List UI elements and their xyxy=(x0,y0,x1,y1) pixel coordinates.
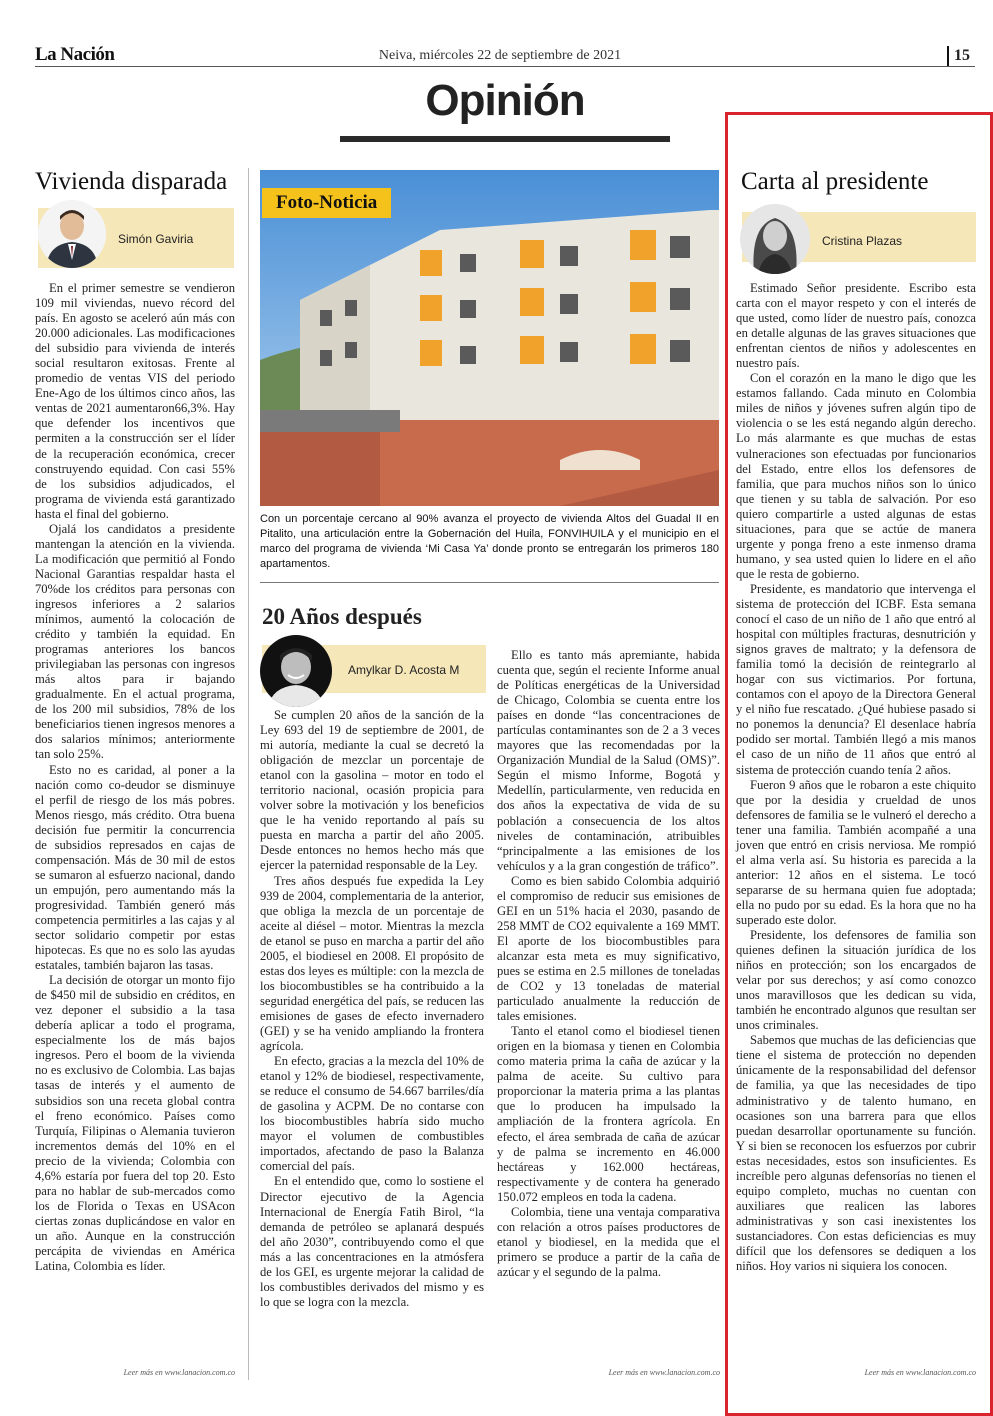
author-name-cristina: Cristina Plazas xyxy=(822,234,903,248)
paragraph: Esto no es caridad, al poner a la nación como co-deudor se disminuye el perfil de riesgo de los más pobres. Menos riesgo, más crédito. Otra buena decisión fue permitir la concurrencia de subsidios represados en cajas de compensación. Más de 30 mil de estos se sumaron al esfuerzo nacional, dando un empujón, pero aumentando más la progresividad. También generó más competencia permitirles a las cajas y al sector solidario competir por estas hipotecas. Es que no es solo las ayudas estatales, también bajaron las tasas. xyxy=(35,762,235,973)
read-more-link[interactable]: Leer más en www.lanacion.com.co xyxy=(864,1368,976,1377)
author-portrait-icon xyxy=(260,635,332,707)
paragraph: Presidente, los defensores de familia son quienes definen la situación jurídica de los niños en protección; son los encargados de velar por sus derechos; y así como conozco unos maravillosos que les dedican su vida, también he encontrado algunos que resultan ser unos criminales. xyxy=(736,928,976,1033)
news-photo xyxy=(260,170,719,506)
read-more-link[interactable]: Leer más en www.lanacion.com.co xyxy=(608,1368,720,1377)
paragraph: Sabemos que muchas de las deficiencias que tiene el sistema de protección no dependen únicamente de la responsabilidad del defensor de familia, ya que las necesidades de tipo administrativo y de talento humano, en ocasiones son una barrera para que ellos puedan desarrollar oportunamente su función. Y si bien se reconocen los esfuerzos por cubrir estas necesidades, estos son insuficientes. Es increíble pero algunas defensorías no tienen el equipo completo, muchas no cuentan con auxiliares que realicen las labores administrativas y son casi inexistentes los sustanciadores. Con estas deficiencias es muy difícil que los defensores se dediquen a los niños. Hoy varios ni siquiera los conocen. xyxy=(736,1033,976,1274)
author-byline-box xyxy=(742,212,976,262)
article-body-vivienda xyxy=(35,281,235,1274)
paragraph: Presidente, es mandatorio que intervenga el sistema de protección del ICBF. Esta semana conocí el caso de un niño de 1 año que entró al hospital con múltiples fracturas, desnutrición y signos graves de maltrato; y la defensora de familia tomó la decisión de reintegrarlo al hogar con sus victimarios. Por fortuna, contamos con el apoyo de la Directora General y el niño fue rescatado. ¿Qué hubiese pasado si no ponemos la denuncia? El desenlace habría podido ser mortal. También llegó a mis manos el caso de un niño de 11 años que entró al sistema de protección cuando tenía 2 años. xyxy=(736,581,976,777)
section-title-bar xyxy=(340,136,670,142)
photo-caption: Con un porcentaje cercano al 90% avanza el proyecto de vivienda Altos del Guadal II en Pitalito, una articulación entre la Gobernación del Huila, FONVIHUILA y el municipio en el marco del programa de vivienda ‘Mi Casa Ya’ donde pronto se entregarán los primeros 180 apartamentos. xyxy=(260,513,719,570)
paragraph: Ojalá los candidatos a presidente mantengan la atención en la vivienda. La modificación que permitió al Fondo Nacional Garantias respaldar hasta el 70%de los créditos para personas con ingresos inferiores a 2 salarios mínimos, aumentó la colocación de crédito y también la equidad. En programas anteriores los bancos privilegiaban las personas con ingresos más altos para ir bajando gradualmente. En el actual programa, de los 200 mil subsidios, 78% de los beneficiarios tienen ingresos menores a dos salarios mínimos; anteriormente tan solo 25%. xyxy=(35,521,235,762)
paragraph: Como es bien sabido Colombia adquirió el compromiso de reducir sus emisiones de GEI en un 51% hacia el 2030, pasando de 258 MMT de CO2 equivalente a 169 MMT. El aporte de los biocombustibles para alcanzar esta meta es muy significativo, pues se estima en 2.5 millones de toneladas de CO2 y 13 toneladas de material particulado anualmente la reducción de tales emisiones. xyxy=(497,873,720,1024)
column-title-vivienda: Vivienda disparada xyxy=(35,168,228,195)
paragraph: Estimado Señor presidente. Escribo esta carta con el mayor respeto y con el interés de que usted, como líder de nuestro país, conozca en detalle algunas de las graves situaciones que enfrentan cientos de niños y adolescentes en nuestro país. xyxy=(736,281,976,371)
author-portrait-icon xyxy=(38,200,106,268)
dateline: Neiva, miércoles 22 de septiembre de 2021 xyxy=(378,48,622,63)
author-photo-amylkar xyxy=(260,635,332,707)
photo-section-rule xyxy=(260,582,719,583)
column-title-20-anos: 20 Años después xyxy=(262,604,422,629)
paragraph: La decisión de otorgar un monto fijo de $450 mil de subsidio en créditos, en vez deponer el subsidio a la tasa debería aplicar a todo el programa, especialmente los de más bajos ingresos. Pero el boom de la vivienda no es exclusivo de Colombia. Las bajas tasas de interés y el aumento de subsidios son una receta global contra el freno económico. Países como Turquía, Filipinas o Alemania tuvieron incrementos demás del 10% en el precio de la vivienda; Colombia con 4,6% estaría por fuera del top 20. Esto para no hablar de sub-mercados como los de Florida o Texas en USAcon ciertas zonas duplicándose en valor en un año. Aunque en la construcción percápita de viviendas en América Latina, Colombia es líder. xyxy=(35,973,235,1274)
section-title: Opinión xyxy=(425,76,585,125)
author-photo-cristina xyxy=(740,204,810,274)
article-body-carta xyxy=(736,281,976,1274)
author-name-simon: Simón Gaviria xyxy=(118,232,194,246)
paragraph: En el entendido que, como lo sostiene el Director ejecutivo de la Agencia Internacional de Energía Fatih Birol, “la demanda de petróleo se aplanará después del año 2030”, contribuyendo como el que más a las concentraciones en la atmósfera de los GEI, es urgente mejorar la calidad de los combustibles derivados del mismo y es lo que se logra con la mezcla. xyxy=(260,1174,484,1309)
paragraph: Tres años después fue expedida la Ley 939 de 2004, complementaria de la anterior, que obliga la mezcla de un porcentaje de aceite al diésel – motor. Mientras la mezcla de etanol se puso en marcha a partir del año 2005, el biodiesel en 2008. El propósito de estas dos leyes es múltiple: con la mezcla de los biocombustibles se ha contribuido a la seguridad energética del país, se reducen las emisiones de gases de efecto invernadero (GEI) y se ha venido ampliando la frontera agrícola. xyxy=(260,873,484,1054)
paragraph: En el primer semestre se vendieron 109 mil viviendas, nuevo récord del país. En agosto se aceleró aún más con 20.000 adicionales. Las modificaciones del subsidio para vivienda de interés social resultaron exitosas. Frente al promedio de ventas VIS del periodo Ene-Ago de los últimos cinco años, las ventas de 2021 aumentaron66,3%. Hay que defender los incentivos que permiten a la construcción ser el líder de la recuperación económica, crecer construyendo equidad. Con casi 55% de los subsidios adjudicados, el programa de vivienda está garantizado hasta el final del gobierno. xyxy=(35,281,235,521)
paragraph: Fueron 9 años que le robaron a este chiquito que por la desidia y crueldad de unos defensores de familia se le vulneró el derecho a tener una familia. También acompañé a una joven que entró en crisis nerviosa. Me rompió el alma verla así. Su historia es parecida a la anterior: 12 años en el sistema. Le tocó separarse de su hermana quien fue adoptada; ella no pudo por su edad. Es la hora que no ha superado este dolor. xyxy=(736,777,976,927)
author-byline-box xyxy=(38,208,234,268)
article-body-20-anos-part1 xyxy=(260,708,484,1310)
paragraph: En efecto, gracias a la mezcla del 10% de etanol y 12% de biodiesel, respectivamente, se reduce el consumo de 54.667 barriles/día de gasolina y ACPM. De no contarse con los biocombustibles habría sido mucho mayor el volumen de combustibles importados, afectando de paso la Balanza comercial del país. xyxy=(260,1054,484,1174)
article-body-20-anos-part2 xyxy=(497,648,720,1280)
author-byline-box xyxy=(262,645,486,693)
paragraph: Con el corazón en la mano le digo que les estamos fallando. Cada minuto en Colombia miles de niños y jóvenes sufren algún tipo de violencia o se les está negando algún derecho. Lo más alarmante es que muchas de estas vulneraciones son efectuadas por funcionarios del Estado, entre ellos los defensores de familia, que para muchos niños son lo único que tienen y su tabla de salvación. Por eso quiero compartirle a usted algunas de estas situaciones, para que se actúe de manera urgente y ponga freno a este inmenso drama humano, y sea usted quien lo lidere en el año que le resta de gobierno. xyxy=(736,371,976,581)
paragraph: Se cumplen 20 años de la sanción de la Ley 693 del 19 de septiembre de 2001, de mi autoría, mediante la cual se decretó la obligación de mezclar un porcentaje de etanol con la gasolina – motor en todo el territorio nacional, ocasión propicia para volver sobre la motivación y los beneficios que le ha venido reportando al país su puesta en marcha a partir del año 2005. Desde entonces no hemos hecho más que ejercer la paternidad responsable de la Ley. xyxy=(260,708,484,873)
author-photo-simon xyxy=(38,200,106,268)
author-name-amylkar: Amylkar D. Acosta M xyxy=(348,663,460,677)
newspaper-logo: La Nación xyxy=(35,44,115,65)
paragraph: Colombia, tiene una ventaja comparativa con relación a otros países productores de etanol y biodiesel, en la medida que el primero se produce a partir de la caña de azúcar y el segundo de la palma. xyxy=(497,1204,720,1279)
photo-news-label: Foto-Noticia xyxy=(262,188,391,218)
column-divider xyxy=(248,168,249,1380)
paragraph: Tanto el etanol como el biodiesel tienen origen en la biomasa y tienen en Colombia como materia prima la caña de azúcar y la palma de aceite. Su cultivo para proporcionar la materia prima a las plantas que lo producen ha impulsado la ampliación de la frontera agrícola. En efecto, el área sembrada de caña de azúcar y de palma se incremento en 46.000 hectáreas y 162.000 hectáreas, respectivamente y de contera ha generado 150.072 empleos en toda la cadena. xyxy=(497,1024,720,1204)
read-more-link[interactable]: Leer más en www.lanacion.com.co xyxy=(123,1368,235,1377)
author-portrait-icon xyxy=(740,204,810,274)
housing-photo-image xyxy=(260,170,719,506)
paragraph: Ello es tanto más apremiante, habida cuenta que, según el reciente Informe anual de Políticas energéticas de la Universidad de Chicago, Colombia se cuenta entre los países en donde “las concentraciones de partículas contaminantes son de 2 a 3 veces mayores que las recomendadas por la Organización Mundial de la Salud (OMS)”. Según el mismo Informe, Bogotá y Medellín, particularmente, ven reducida en dos años la expectativa de vida de su población a consecuencia de los altos niveles de contaminación, atribuibles “principalmente a las emisiones de los vehículos y a la gran congestión de tráfico”. xyxy=(497,648,720,873)
column-title-carta: Carta al presidente xyxy=(741,168,929,195)
header-rule xyxy=(35,66,975,67)
page-number: 15 xyxy=(947,46,970,66)
